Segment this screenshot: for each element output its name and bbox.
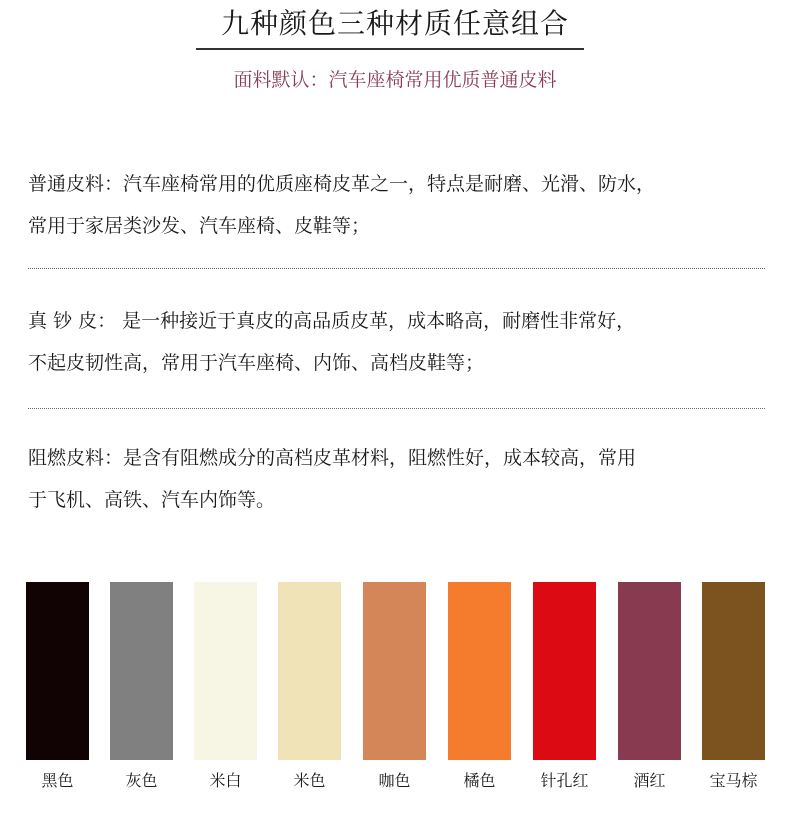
page-subtitle: 面料默认：汽车座椅常用优质普通皮料: [233, 69, 557, 91]
color-swatch-fill: [618, 582, 681, 760]
color-swatch-fill: [278, 582, 341, 760]
color-swatch-label: 酒红: [633, 771, 666, 790]
color-swatch[interactable]: [194, 582, 257, 792]
color-swatch[interactable]: [363, 582, 426, 792]
material-description-line: 普通皮料：汽车座椅常用的优质座椅皮革之一，特点是耐磨、光滑、防水，: [28, 173, 656, 195]
color-swatch-fill: [448, 582, 511, 760]
color-swatch[interactable]: [618, 582, 681, 792]
color-swatch-label: 针孔红: [540, 771, 589, 790]
color-swatch-fill: [702, 582, 765, 760]
color-swatch-fill: [194, 582, 257, 760]
color-swatch-fill: [26, 582, 89, 760]
color-swatch[interactable]: [278, 582, 341, 792]
material-section-standard: [28, 163, 768, 247]
material-section-flame-retardant: [28, 437, 768, 521]
color-swatch-label: 橘色: [463, 771, 496, 790]
material-section-genuine: [28, 300, 768, 384]
color-swatch[interactable]: [702, 582, 765, 792]
material-description-line: 真 钞 皮： 是一种接近于真皮的高品质皮革，成本略高，耐磨性非常好，: [28, 310, 636, 332]
color-swatch-fill: [363, 582, 426, 760]
material-description-line: 常用于家居类沙发、汽车座椅、皮鞋等；: [28, 215, 371, 237]
material-description-line: 阻燃皮料：是含有阻燃成分的高档皮革材料，阻燃性好，成本较高，常用: [28, 447, 637, 469]
color-swatch-label: 黑色: [41, 771, 74, 790]
color-swatch[interactable]: [448, 582, 511, 792]
color-swatch[interactable]: [533, 582, 596, 792]
color-swatch-fill: [110, 582, 173, 760]
color-swatch-label: 宝马棕: [709, 771, 758, 790]
material-description-line: 不起皮韧性高，常用于汽车座椅、内饰、高档皮鞋等；: [28, 352, 485, 374]
section-divider: [28, 268, 765, 269]
color-swatch-label: 咖色: [378, 771, 411, 790]
color-swatch-row: [26, 582, 766, 812]
material-description-line: 于飞机、高铁、汽车内饰等。: [28, 489, 276, 511]
page-title: 九种颜色三种材质任意组合: [220, 7, 569, 40]
section-divider: [28, 408, 765, 409]
color-swatch[interactable]: [110, 582, 173, 792]
color-swatch-label: 米白: [209, 771, 242, 790]
color-swatch-label: 米色: [293, 771, 326, 790]
color-swatch-label: 灰色: [125, 771, 158, 790]
title-underline: [196, 48, 584, 50]
color-swatch[interactable]: [26, 582, 89, 792]
color-swatch-fill: [533, 582, 596, 760]
